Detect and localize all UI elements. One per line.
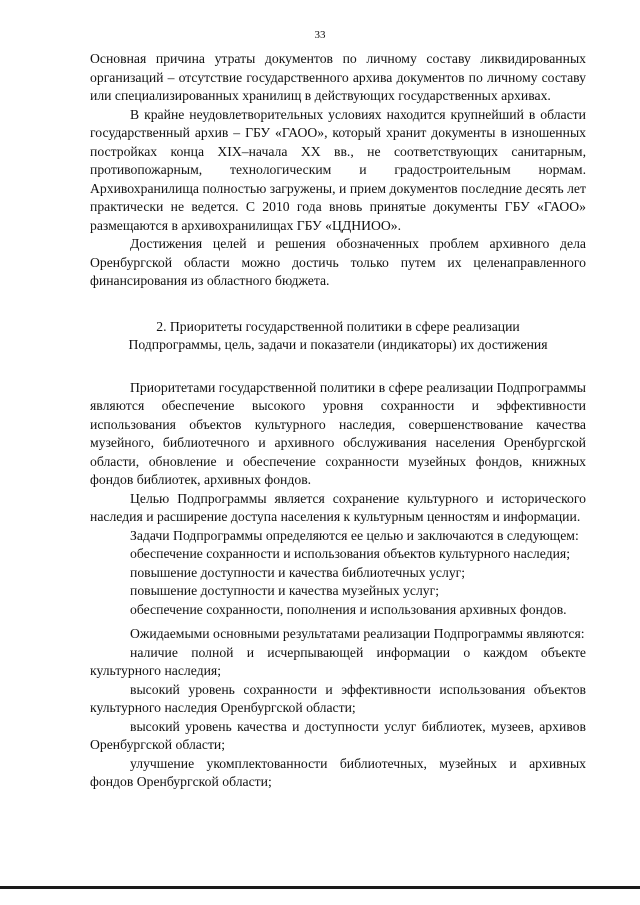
section-heading-line-2: Подпрограммы, цель, задачи и показатели (индикаторы) их достижения — [128, 337, 548, 352]
paragraph-priorities: Приоритетами государственной политики в сфере реализации Подпрограммы являются обеспечение высокого уровня сохранности и эффективности использования объектов культурного наследия, совершенствование качества музейного, библиотечного и архивного обслуживания населения Оренбургской области, обновление и обеспечение сохранности музейных фондов, книжных фондов библиотек, архивных фондов. — [90, 379, 586, 487]
paragraph-results-intro: Ожидаемыми основными результатами реализации Подпрограммы являются: — [130, 626, 585, 641]
result-item: высокий уровень качества и доступности услуг библиотек, музеев, архивов Оренбургской области; — [90, 718, 586, 752]
section-heading — [90, 318, 586, 355]
result-item: наличие полной и исчерпывающей информации о каждом объекте культурного наследия; — [90, 644, 586, 678]
result-item: улучшение укомплектованности библиотечных, музейных и архивных фондов Оренбургской области; — [90, 755, 586, 789]
task-item: повышение доступности и качества музейных услуг; — [130, 583, 440, 598]
document-body — [90, 50, 586, 792]
task-item: обеспечение сохранности и использования объектов культурного наследия; — [130, 546, 571, 561]
task-item: повышение доступности и качества библиотечных услуг; — [130, 564, 466, 580]
paragraph-archive-loss-cause: Основная причина утраты документов по личному составу ликвидированных организаций – отсутствие государственного архива документов по личному составу или специализированных хранилищ в действующих государственных архивах. — [90, 51, 586, 103]
paragraph-tasks-intro: Задачи Подпрограммы определяются ее целью и заключаются в следующем: — [130, 527, 579, 543]
paragraph-goal: Целью Подпрограммы является сохранение культурного и исторического наследия и расширение доступа населения к культурным ценностям и информации. — [90, 490, 586, 524]
task-item: обеспечение сохранности, пополнения и использования архивных фондов. — [130, 601, 567, 617]
section-heading-line-1: 2. Приоритеты государственной политики в сфере реализации — [156, 318, 520, 334]
paragraph-funding: Достижения целей и решения обозначенных проблем архивного дела Оренбургской области можно достичь только путем их целенаправленного финансирования из областного бюджета. — [90, 236, 586, 288]
page-number: 33 — [314, 29, 326, 41]
scan-bottom-edge — [0, 886, 640, 889]
result-item: высокий уровень сохранности и эффективности использования объектов культурного наследия Оренбургской области; — [90, 681, 586, 715]
paragraph-gaoo-conditions: В крайне неудовлетворительных условиях находится крупнейший в области государственный архив – ГБУ «ГАОО», который хранит документы в изношенных постройках конца XIX–начала XX вв., не соответствующих санитарным, противопожарным, технологическим и градостроительным нормам. Архивохранилища полностью загружены, и прием документов последние десять лет практически не ведется. С 2010 года вновь принятые документы ГБУ «ГАОО» размещаются в архивохранилищах ГБУ «ЦДНИОО». — [90, 106, 586, 233]
